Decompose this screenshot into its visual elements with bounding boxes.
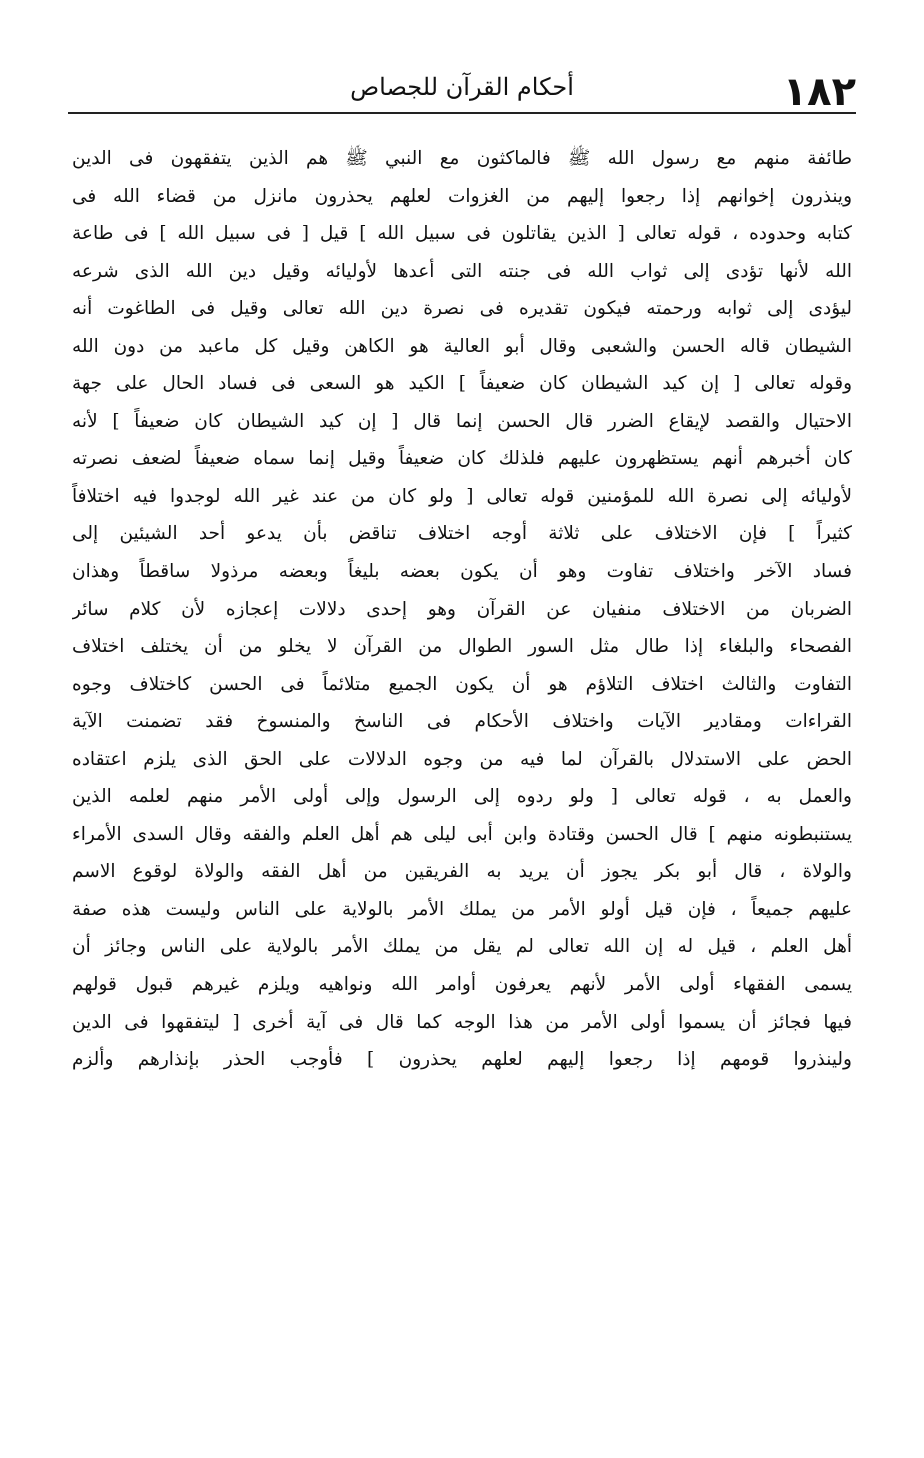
text-line: وينذرون إخوانهم إذا رجعوا إليهم من الغزوات لعلهم يحذرون مانزل من قضاء الله فى xyxy=(72,185,852,207)
text-line: والعمل به ، قوله تعالى [ ولو ردوه إلى الرسول وإلى أولى الأمر منهم لعلمه الذين xyxy=(72,786,852,808)
text-line: ليؤدى إلى ثوابه ورحمته فيكون تقديره فى نصرة دين الله تعالى وقيل فى الطاغوت أنه xyxy=(72,298,852,320)
text-line: يسمى الفقهاء أولى الأمر لأنهم يعرفون أوامر الله ونواهيه ويلزم غيرهم قبول قولهم xyxy=(72,974,852,996)
text-line: التفاوت والثالث اختلاف التلاؤم هو أن يكون الجميع متلائماً فى الحسن كاختلاف وجوه xyxy=(72,673,852,695)
page-header xyxy=(68,60,856,115)
text-line: الفصحاء والبلغاء إذا طال مثل السور الطوال من القرآن لا يخلو من أن يختلف اختلاف xyxy=(72,636,852,658)
text-line: وقوله تعالى [ إن كيد الشيطان كان ضعيفاً ] الكيد هو السعى فى فساد الحال على جهة xyxy=(72,373,852,395)
text-line: الحض على الاستدلال بالقرآن لما فيه من وجوه الدلالات على الحق الذى يلزم اعتقاده xyxy=(72,748,852,770)
text-line: الاحتيال والقصد لإيقاع الضرر قال الحسن إنما قال [ إن كيد الشيطان كان ضعيفاً ] لأنه xyxy=(72,410,852,432)
text-line: فساد الآخر واختلاف تفاوت وهو أن يكون بعضه بليغاً وبعضه مرذولا ساقطاً وهذان xyxy=(72,561,852,583)
text-line: كان أخبرهم أنهم يستظهرون عليهم فلذلك كان ضعيفاً وقيل إنما سماه ضعيفاً لضعف نصرته xyxy=(72,448,852,470)
text-line: الله لأنها تؤدى إلى ثواب الله فى جنته التى أعدها لأوليائه وقيل دين الله الذى شرعه xyxy=(72,260,852,282)
header-divider xyxy=(68,112,856,114)
text-line: الضربان من الاختلاف منفيان عن القرآن وهو إحدى دلالات إعجازه لأن كلام سائر xyxy=(72,598,852,620)
text-line: لأوليائه إلى نصرة الله للمؤمنين قوله تعالى [ ولو كان من عند غير الله لوجدوا فيه اختلافاً xyxy=(72,485,852,507)
text-line: فيها فجائز أن يسموا أولى الأمر من هذا الوجه كما قال فى آية أخرى [ ليتفقهوا فى الدين xyxy=(72,1011,852,1033)
text-line: يستنبطونه منهم ] قال الحسن وقتادة وابن أبى ليلى هم أهل العلم والفقه وقال السدى الأمراء xyxy=(72,823,852,845)
running-title: أحكام القرآن للجصاص xyxy=(350,73,574,101)
text-line: كثيراً ] فإن الاختلاف على ثلاثة أوجه اختلاف تناقض بأن يدعو أحد الشيئين إلى xyxy=(72,523,852,545)
text-line: كتابه وحدوده ، قوله تعالى [ الذين يقاتلون فى سبيل الله ] قيل [ فى سبيل الله ] فى طاعة xyxy=(72,223,852,245)
text-line: عليهم جميعاً ، فإن قيل أولو الأمر من يملك الأمر بالولاية على الناس وليست هذه صفة xyxy=(72,898,852,920)
text-line: أهل العلم ، قيل له إن الله تعالى لم يقل من يملك الأمر بالولاية على الناس وجائز أن xyxy=(72,936,852,958)
text-line: ولينذروا قومهم إذا رجعوا إليهم لعلهم يحذرون ] فأوجب الحذر بإنذارهم وألزم xyxy=(72,1049,852,1071)
page-number: ١٨٢ xyxy=(782,69,856,115)
text-line: الشيطان قاله الحسن والشعبى وقال أبو العالية هو الكاهن وقيل كل ماعبد من دون الله xyxy=(72,335,852,357)
body-text xyxy=(72,140,852,1270)
text-line: والولاة ، قال أبو بكر يجوز أن يريد به الفريقين من أهل الفقه والولاة لوقوع الاسم xyxy=(72,861,852,883)
text-line: القراءات ومقادير الآيات واختلاف الأحكام فى الناسخ والمنسوخ فقد تضمنت الآية xyxy=(72,711,852,733)
text-line: طائفة منهم مع رسول الله ﷺ فالماكثون مع النبي ﷺ هم الذين يتفقهون فى الدين xyxy=(72,148,852,169)
